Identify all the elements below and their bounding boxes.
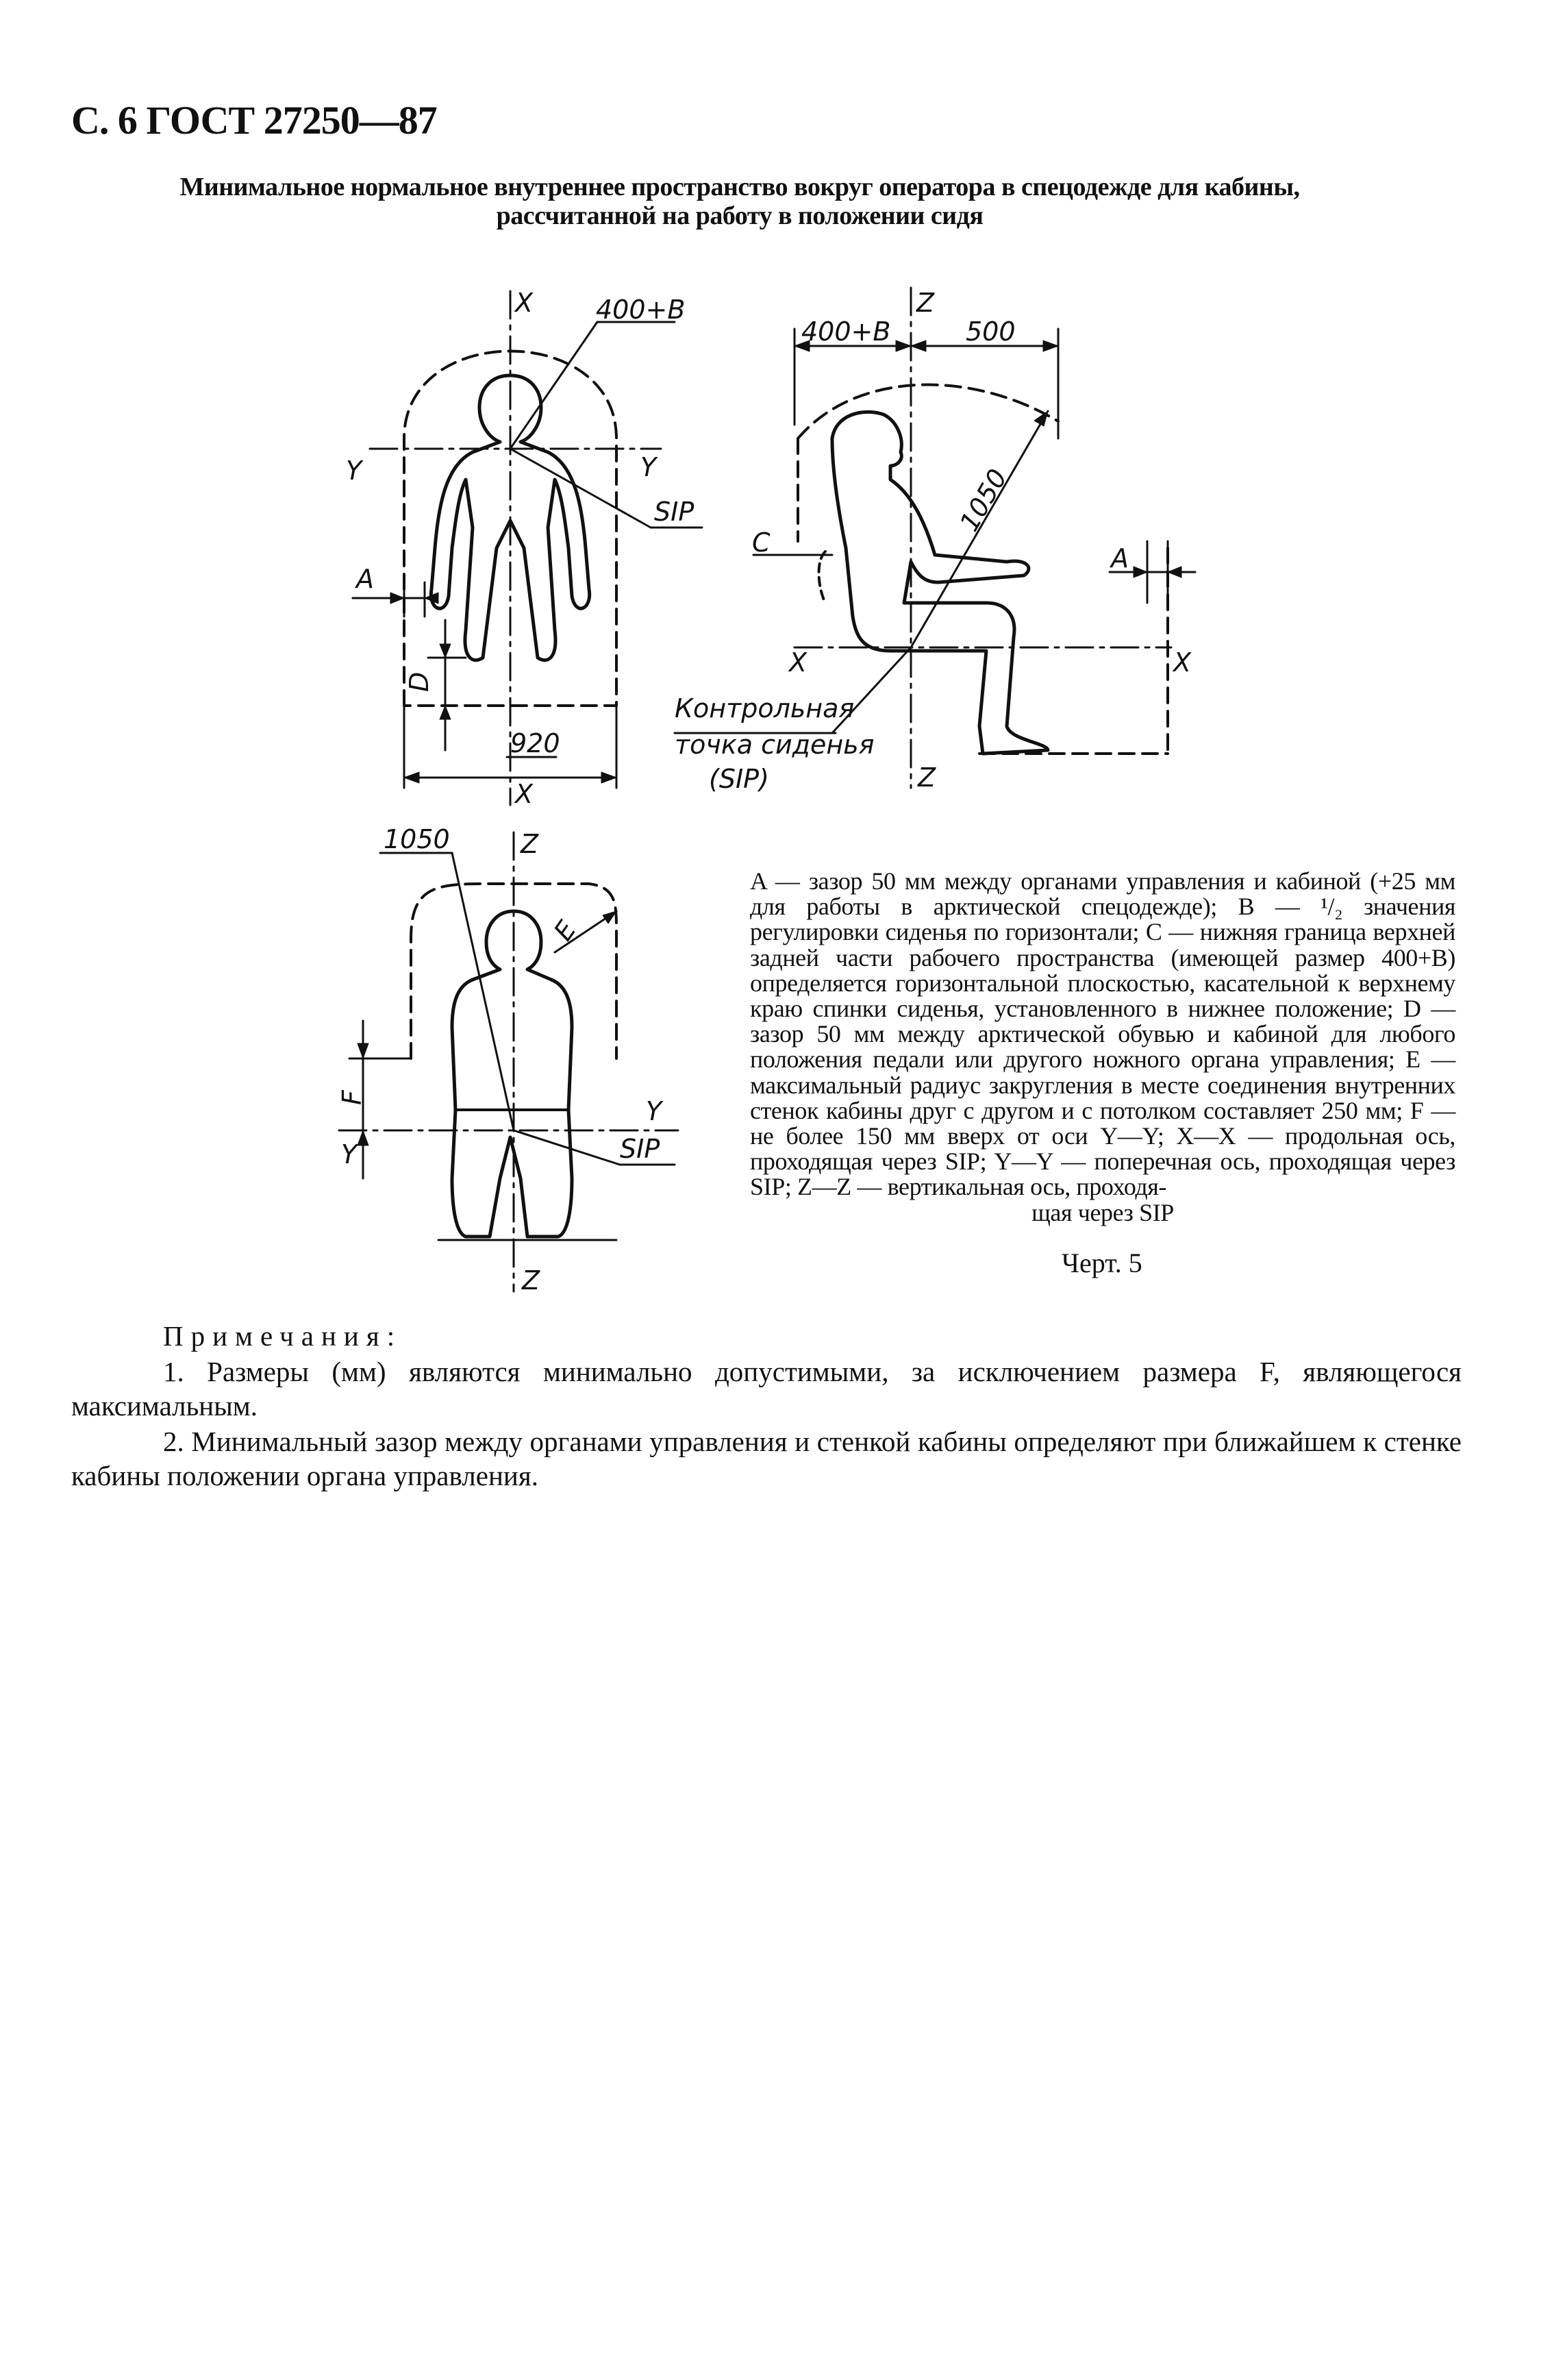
notes-section <box>71 1319 1462 1493</box>
side-dim-back: 400+В <box>801 317 891 347</box>
side-axis-z-bottom: Z <box>918 763 936 793</box>
front-dim-d: D <box>404 671 434 692</box>
front-axis-x-bottom: X <box>515 779 534 809</box>
page-header: С. 6 ГОСТ 27250—87 <box>71 98 437 142</box>
note-2: 2. Минимальный зазор между органами управления и стенкой кабины определяют при ближайшем к стенке кабины положении органа управления. <box>71 1426 1462 1491</box>
legend-body: A — зазор 50 мм между органами управления и кабиной (+25 мм для работы в арктической спецодежде); В — ¹/₂ значения регулировки сиденья по горизонтали; С — нижняя граница верхней задней части рабочего пространства (имеющей размер 400+В) определяется горизонтальной плоскостью, касательной к верхнему краю спинки сиденья, установленного в нижнее положение; D — зазор 50 мм между арктической обувью и кабиной для любого положения педали или другого ножного органа управления; Е — максимальный радиус закругления в месте соединения внутренних стенок кабины друг с другом и с потолком составляет 250 мм; F — не более 150 мм вверх от оси Y—Y; X—X — продольная ось, проходящая через SIP; Y—Y — поперечная ось, проходящая через SIP; Z—Z — вертикальная ось, проходя- <box>750 867 1455 1201</box>
front-sip: SIP <box>654 497 694 527</box>
back-view <box>339 832 678 1291</box>
figure-caption: Черт. 5 <box>1062 1248 1142 1278</box>
back-sip: SIP <box>620 1134 660 1164</box>
back-axis-z-top: Z <box>521 829 539 859</box>
back-dim-e: E <box>548 915 582 947</box>
side-dim-c: C <box>752 528 771 558</box>
side-operator-figure <box>832 412 1048 754</box>
back-axis-z-bottom: Z <box>522 1265 540 1296</box>
sip-label-line-3: (SIP) <box>709 764 769 794</box>
side-axis-z-top: Z <box>916 288 935 318</box>
front-dim-radius: 400+В <box>596 295 686 325</box>
front-dim-width: 920 <box>510 728 560 758</box>
back-operator-figure <box>452 911 572 1237</box>
front-axis-y-left: Y <box>346 456 362 486</box>
back-axis-y-right: Y <box>646 1096 662 1126</box>
back-axis-y-left: Y <box>341 1139 358 1169</box>
notes-heading: Примечания: <box>163 1320 403 1352</box>
front-dim-a: A <box>356 564 374 594</box>
back-dim-radius: 1050 <box>384 824 450 854</box>
sip-label-line-1: Контрольная <box>675 693 855 723</box>
side-dim-radius: 1050 <box>953 464 1014 536</box>
side-dim-front: 500 <box>966 317 1016 347</box>
figure-legend <box>750 869 1455 1226</box>
side-axis-x-right: X <box>1173 647 1192 678</box>
front-axis-x-top: X <box>515 288 534 318</box>
note-1: 1. Размеры (мм) являются минимально допустимыми, за исключением размера F, являющегося максимальным. <box>71 1356 1462 1422</box>
title-line-1: Минимальное нормальное внутреннее пространство вокруг оператора в спецодежде для кабины, <box>179 173 1300 201</box>
side-cabin-outline <box>798 385 1058 438</box>
side-axis-x-left: X <box>789 647 808 678</box>
back-dim-f: F <box>337 1090 367 1105</box>
side-dim-a: A <box>1111 543 1129 573</box>
front-axis-y-right: Y <box>640 452 657 482</box>
sip-label-line-2: точка сиденья <box>675 730 875 760</box>
title-line-2: рассчитанной на работу в положении сидя <box>496 201 984 230</box>
legend-tail: щая через SIP <box>1031 1198 1174 1226</box>
